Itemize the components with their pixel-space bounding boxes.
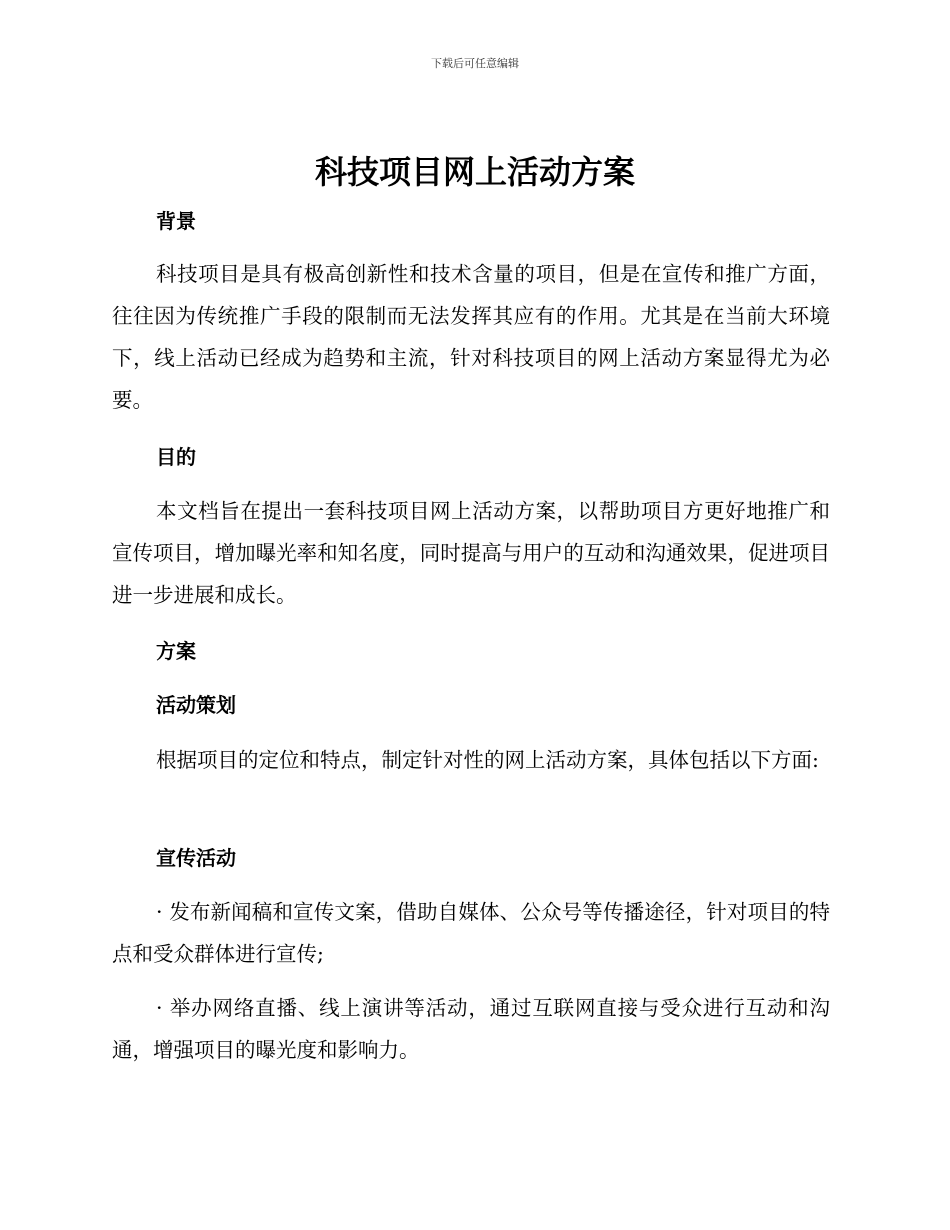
bullet-item: · 举办网络直播、线上演讲等活动，通过互联网直接与受众进行互动和沟通，增强项目的曝光度和影响力。 xyxy=(112,996,830,1062)
section-heading-background: 背景 xyxy=(156,209,196,233)
paragraph-background: 科技项目是具有极高创新性和技术含量的项目，但是在宣传和推广方面，往往因为传统推广手段的限制而无法发挥其应有的作用。尤其是在当前大环境下，线上活动已经成为趋势和主流，针对科技项目的网上活动方案显得尤为必要。 xyxy=(112,262,830,412)
section-heading-purpose: 目的 xyxy=(156,445,196,469)
header-note: 下载后可任意编辑 xyxy=(431,57,519,70)
section-heading-plan: 方案 xyxy=(156,639,196,663)
section-heading-activity-planning: 活动策划 xyxy=(156,693,236,717)
paragraph-purpose: 本文档旨在提出一套科技项目网上活动方案，以帮助项目方更好地推广和宣传项目，增加曝光率和知名度，同时提高与用户的互动和沟通效果，促进项目进一步进展和成长。 xyxy=(112,499,830,607)
section-heading-promotion: 宣传活动 xyxy=(156,846,236,870)
document-title: 科技项目网上活动方案 xyxy=(314,153,635,191)
paragraph-activity-planning: 根据项目的定位和特点，制定针对性的网上活动方案，具体包括以下方面: xyxy=(156,748,819,772)
bullet-item: · 发布新闻稿和宣传文案，借助自媒体、公众号等传播途径，针对项目的特点和受众群体进行宣传; xyxy=(112,900,830,966)
